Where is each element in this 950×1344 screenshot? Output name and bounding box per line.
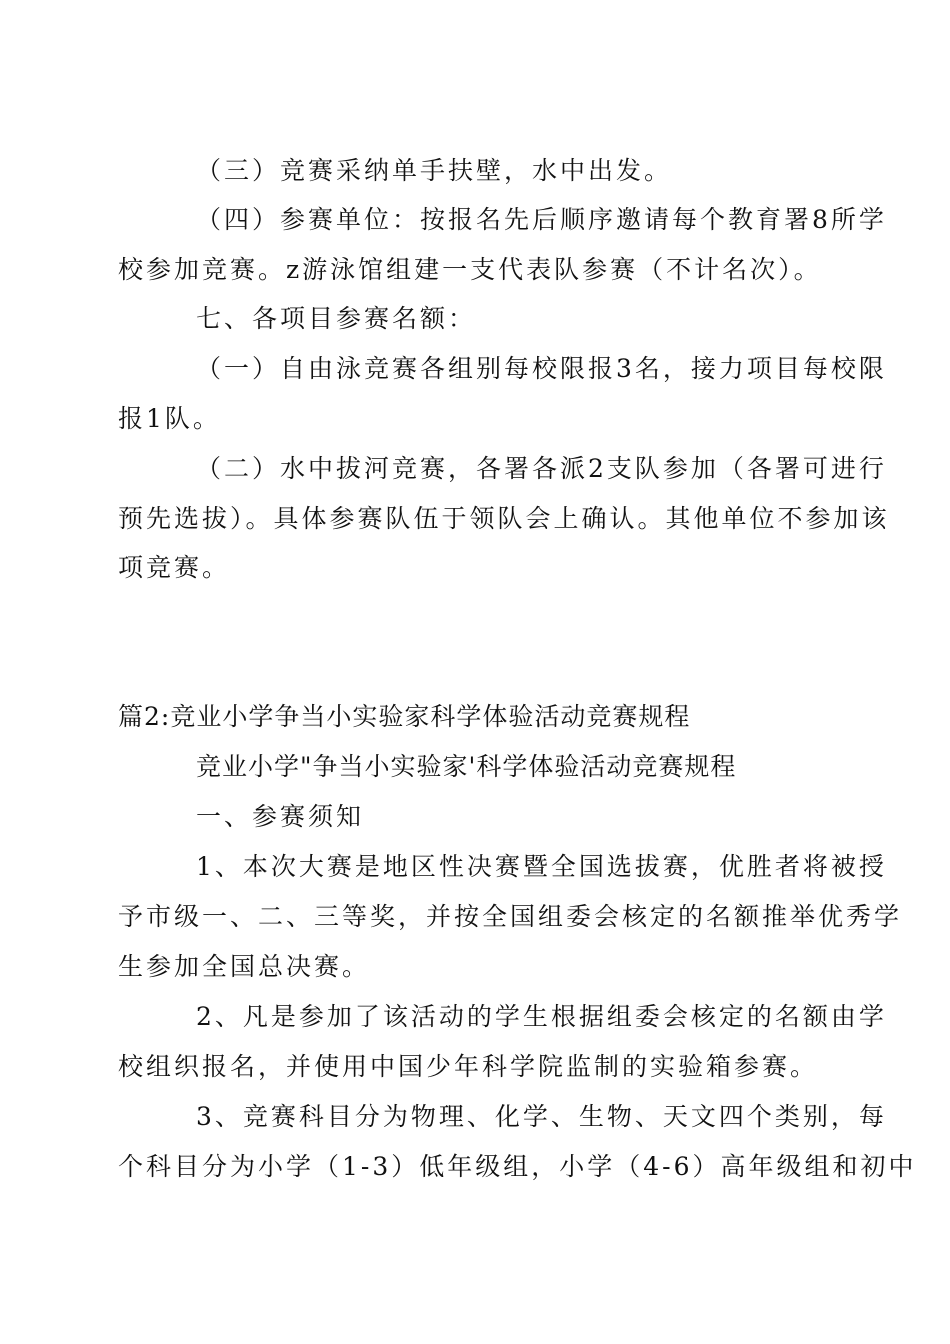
part-1-heading: 一、参赛须知 bbox=[196, 802, 365, 831]
paragraph-item-4-line-2: 校参加竞赛。z游泳馆组建一支代表队参赛（不计名次）。 bbox=[118, 255, 822, 284]
document-title: 竞业小学"争当小实验家'科学体验活动竞赛规程 bbox=[196, 752, 737, 781]
quota-2-line-1: （二）水中拔河竞赛，各署各派2支队参加（各署可进行 bbox=[196, 454, 887, 483]
section-7-heading: 七、各项目参赛名额： bbox=[196, 304, 477, 333]
chapter-title: 篇2:竞业小学争当小实验家科学体验活动竞赛规程 bbox=[118, 702, 691, 731]
quota-2-line-2: 预先选拔）。具体参赛队伍于领队会上确认。其他单位不参加该 bbox=[118, 504, 890, 533]
rule-3-line-2: 个科目分为小学（1-3）低年级组，小学（4-6）高年级组和初中 bbox=[118, 1152, 917, 1181]
paragraph-item-3: （三）竞赛采纳单手扶壁，水中出发。 bbox=[196, 156, 673, 185]
paragraph-item-4-line-1: （四）参赛单位：按报名先后顺序邀请每个教育署8所学 bbox=[196, 205, 887, 234]
rule-2-line-2: 校组织报名，并使用中国少年科学院监制的实验箱参赛。 bbox=[118, 1052, 819, 1081]
rule-1-line-3: 生参加全国总决赛。 bbox=[118, 952, 371, 981]
rule-1-line-1: 1、本次大赛是地区性决赛暨全国选拔赛，优胜者将被授 bbox=[196, 852, 887, 881]
quota-1-line-2: 报1队。 bbox=[118, 404, 221, 433]
quota-2-line-3: 项竞赛。 bbox=[118, 553, 231, 582]
rule-1-line-2: 予市级一、二、三等奖，并按全国组委会核定的名额推举优秀学 bbox=[118, 902, 903, 931]
rule-3-line-1: 3、竞赛科目分为物理、化学、生物、天文四个类别，每 bbox=[196, 1102, 887, 1131]
quota-1-line-1: （一）自由泳竞赛各组别每校限报3名，接力项目每校限 bbox=[196, 354, 887, 383]
rule-2-line-1: 2、凡是参加了该活动的学生根据组委会核定的名额由学 bbox=[196, 1002, 887, 1031]
